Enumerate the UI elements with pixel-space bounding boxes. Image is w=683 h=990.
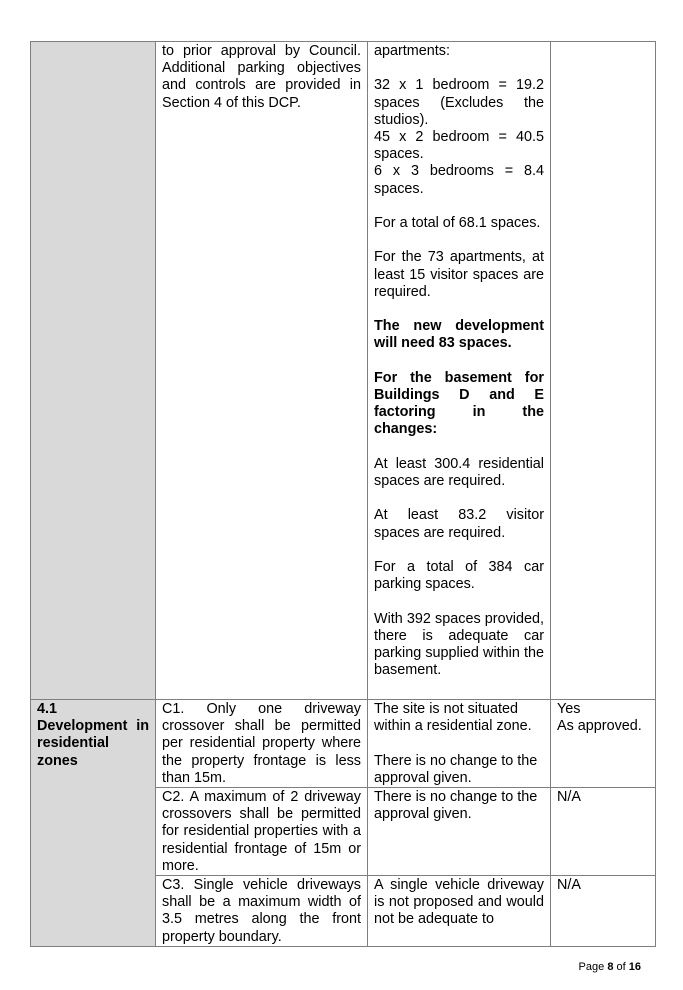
section-cell-empty — [31, 42, 156, 700]
comment-text: A single vehicle driveway is not proposed and would not be adequate to — [374, 877, 544, 928]
comment-text: With 392 spaces provided, there is adequate car parking supplied within the basement. — [374, 610, 544, 679]
comment-text: The site is not situated within a residential zone. — [374, 701, 532, 735]
control-text: C1. Only one driveway crossover shall be permitted per residential property where the property frontage is less than 15m. — [162, 701, 361, 786]
of-label: of — [616, 961, 626, 973]
page-label: Page — [578, 961, 605, 973]
comment-line: 6 x 3 bedrooms = 8.4 spaces. — [374, 163, 544, 197]
comment-text: There is no change to the approval given. — [374, 789, 538, 823]
comment-text: For the 73 apartments, at least 15 visitor spaces are required. — [374, 249, 544, 300]
section-heading-cell — [31, 700, 156, 947]
control-cell — [156, 788, 368, 876]
comment-line: 45 x 2 bedroom = 40.5 spaces. — [374, 129, 544, 163]
comment-text: apartments: — [374, 43, 450, 59]
control-cell — [156, 700, 368, 788]
comment-bold-text: The new development will need 83 spaces. — [374, 318, 544, 352]
compliance-cell-empty — [551, 42, 656, 700]
comment-cell — [368, 876, 551, 947]
dcp-compliance-table — [30, 41, 656, 947]
control-cell — [156, 876, 368, 947]
compliance-value: N/A — [557, 877, 581, 894]
comment-line: 32 x 1 bedroom = 19.2 spaces (Excludes the studios). — [374, 77, 544, 128]
comment-cell — [368, 42, 551, 700]
table-row — [31, 42, 656, 700]
control-text: to prior approval by Council. Additional parking objectives and controls are provided in Section 4 of this DCP. — [162, 43, 361, 111]
compliance-value: As approved. — [557, 718, 642, 735]
table-row — [31, 700, 656, 788]
comment-text — [374, 77, 544, 197]
comment-cell — [368, 788, 551, 876]
control-cell — [156, 42, 368, 700]
control-text: C3. Single vehicle driveways shall be a maximum width of 3.5 metres along the front property boundary. — [162, 877, 361, 945]
compliance-cell — [551, 876, 656, 947]
comment-text: There is no change to the approval given. — [374, 752, 538, 786]
total-pages: 16 — [628, 961, 641, 973]
comment-text: At least 300.4 residential spaces are required. — [374, 455, 544, 489]
comment-text: For a total of 68.1 spaces. — [374, 215, 541, 231]
page-footer — [579, 961, 641, 973]
compliance-cell — [551, 700, 656, 788]
page-number: 8 — [607, 961, 614, 973]
comment-bold-text: For the basement for Buildings D and E factoring in the changes: — [374, 369, 544, 438]
comment-text: At least 83.2 visitor spaces are required. — [374, 507, 544, 541]
section-heading: 4.1 Development in residential zones — [37, 701, 149, 769]
compliance-value: Yes — [557, 701, 581, 717]
comment-cell — [368, 700, 551, 788]
comment-text: For a total of 384 car parking spaces. — [374, 558, 544, 593]
compliance-cell — [551, 788, 656, 876]
compliance-value: N/A — [557, 789, 581, 806]
control-text: C2. A maximum of 2 driveway crossovers shall be permitted for residential properties with a residential frontage of 15m or more. — [162, 789, 361, 874]
